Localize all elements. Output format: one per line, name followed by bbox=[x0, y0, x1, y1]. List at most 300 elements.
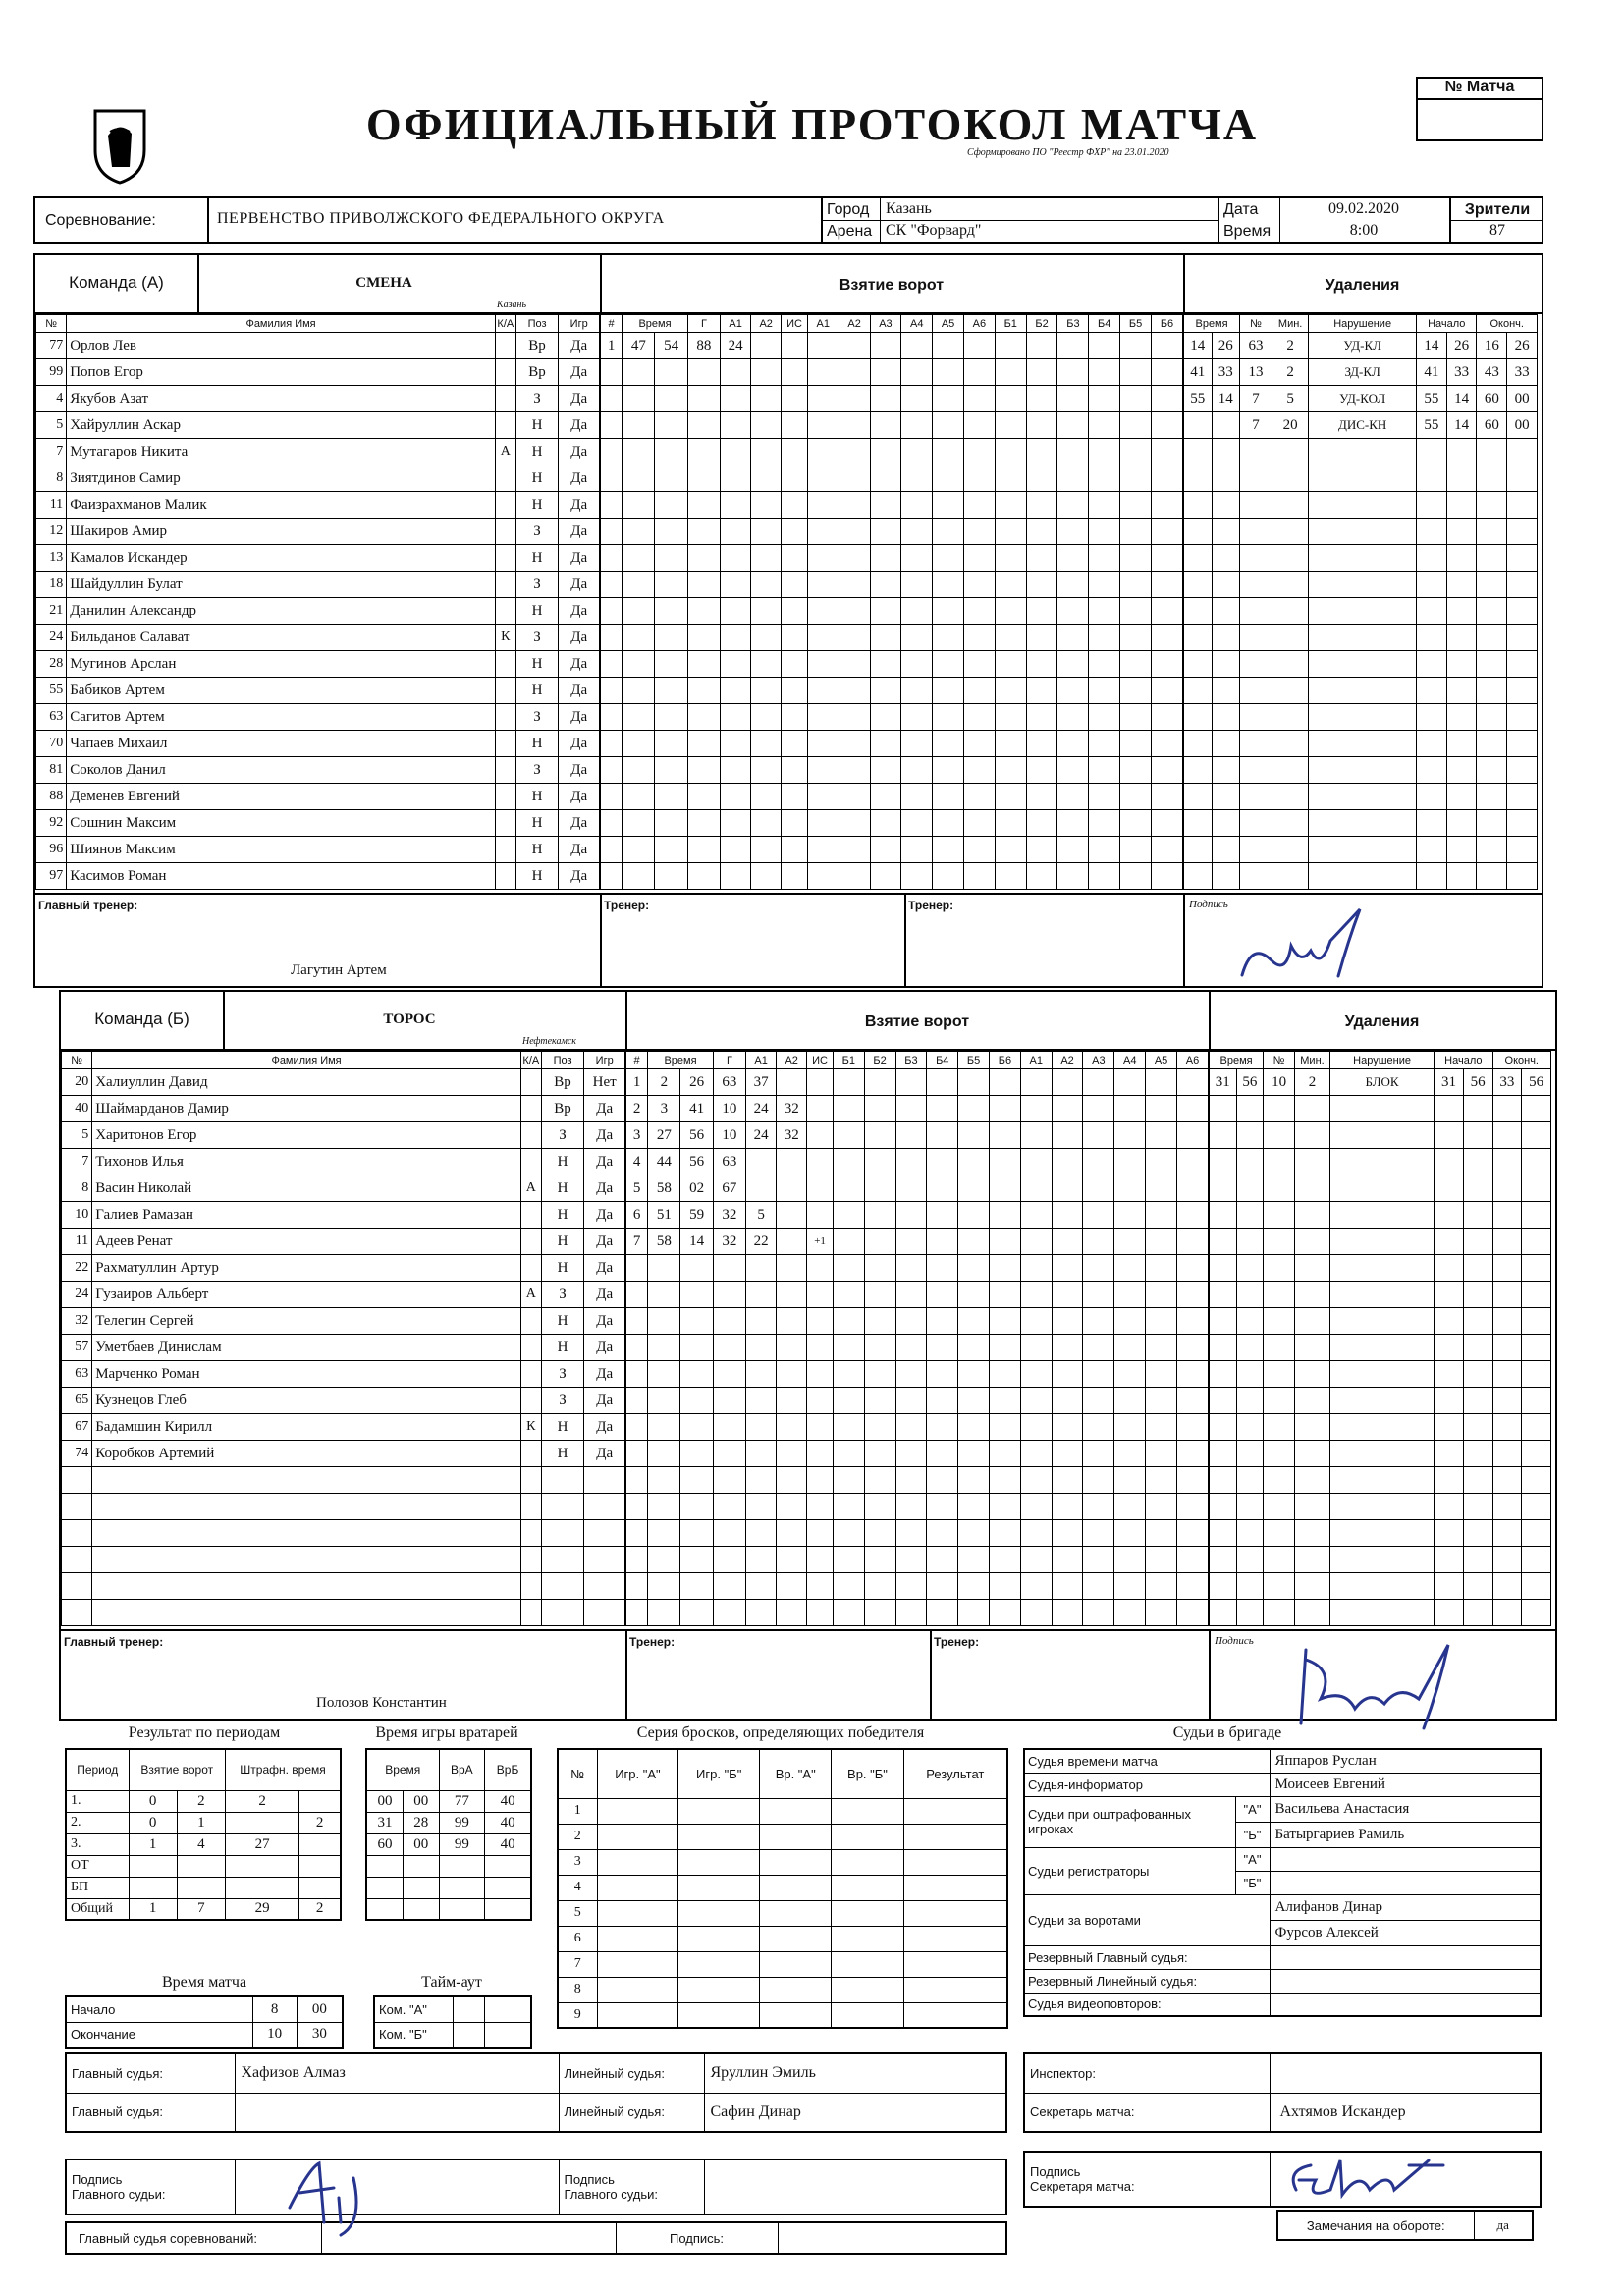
team-a-goal-is bbox=[782, 704, 808, 731]
team-b-goal-line-cell bbox=[1176, 1520, 1208, 1547]
team-a-goal-line-cell bbox=[995, 784, 1026, 810]
team-b-goal-row bbox=[626, 1388, 1209, 1414]
team-b-player-number: 57 bbox=[62, 1335, 92, 1361]
team-a-goal-line-cell bbox=[807, 863, 839, 890]
team-a-player-position: Н bbox=[515, 412, 559, 439]
team-a-penalty-ss bbox=[1446, 439, 1477, 465]
team-a-player-played: Да bbox=[559, 359, 600, 386]
team-b-goal-line-cell bbox=[864, 1600, 895, 1626]
goalie-b: 40 bbox=[485, 1833, 531, 1855]
team-a-player-played: Да bbox=[559, 412, 600, 439]
team-a-goals-h-g: Г bbox=[687, 315, 720, 333]
team-a-penalty-sm bbox=[1417, 704, 1447, 731]
team-b-goal-line-cell bbox=[1083, 1308, 1114, 1335]
team-b-penalty-v bbox=[1330, 1520, 1435, 1547]
team-b-roster-table bbox=[61, 1051, 625, 1626]
team-a-goal-s bbox=[655, 519, 687, 545]
team-b-penalty-min bbox=[1294, 1573, 1329, 1600]
team-b-penalty-ss bbox=[1463, 1414, 1492, 1441]
team-b-goal-is bbox=[807, 1547, 834, 1573]
team-a-player-number: 4 bbox=[36, 386, 67, 412]
team-a-goal-line-cell bbox=[933, 678, 964, 704]
team-a-goal-line-cell bbox=[1089, 386, 1120, 412]
team-b-goal-line-cell bbox=[958, 1069, 990, 1096]
team-b-player-row bbox=[62, 1573, 625, 1600]
team-a-penalty-em bbox=[1477, 625, 1507, 651]
team-a-penalty-m: 41 bbox=[1184, 359, 1213, 386]
team-a-goal-line-cell bbox=[995, 810, 1026, 837]
team-a-goal-line-cell bbox=[1089, 704, 1120, 731]
team-a-goal-line-cell bbox=[1151, 545, 1182, 572]
team-b-goal-line-cell bbox=[864, 1494, 895, 1520]
shootout-number: 7 bbox=[558, 1951, 597, 1977]
team-a-player-position: Н bbox=[515, 731, 559, 757]
match-start-label: Начало bbox=[66, 1996, 252, 2022]
team-b-goal-line-cell bbox=[927, 1547, 958, 1573]
team-a-goal-g bbox=[687, 863, 720, 890]
team-a-goal-is bbox=[782, 465, 808, 492]
team-a-goal-s bbox=[655, 386, 687, 412]
team-b-goal-row bbox=[626, 1414, 1209, 1441]
period-pen-b bbox=[299, 1877, 341, 1898]
team-b-goal-line-cell bbox=[1052, 1069, 1083, 1096]
team-a-penalty-es: 33 bbox=[1507, 359, 1538, 386]
team-a-penalty-es: 00 bbox=[1507, 386, 1538, 412]
team-a-goal-a1 bbox=[721, 545, 751, 572]
team-b-goal-m: 3 bbox=[648, 1096, 680, 1122]
team-b-player-row bbox=[62, 1229, 625, 1255]
team-b-goal-s bbox=[680, 1547, 713, 1573]
period-name: Общий bbox=[66, 1898, 129, 1920]
period-pen-b bbox=[299, 1790, 341, 1812]
team-a-goal-line-cell bbox=[1151, 651, 1182, 678]
team-b-goal-line-cell bbox=[1146, 1573, 1177, 1600]
team-b-penalty-s: 56 bbox=[1236, 1069, 1264, 1096]
team-a-penalty-min bbox=[1272, 810, 1308, 837]
team-b-penalty-row bbox=[1210, 1069, 1551, 1096]
team-a-goal-line-cell bbox=[1026, 465, 1057, 492]
team-a-penalty-no: 13 bbox=[1240, 359, 1272, 386]
team-b-goal-line-cell bbox=[1020, 1361, 1052, 1388]
team-a-goal-s bbox=[655, 492, 687, 519]
team-b-penalty-es bbox=[1522, 1282, 1551, 1308]
team-b-penalty-ss bbox=[1463, 1520, 1492, 1547]
team-b-player-position: Вр bbox=[541, 1069, 584, 1096]
team-a-goal-m bbox=[623, 863, 655, 890]
team-a-player-row bbox=[36, 784, 600, 810]
team-b-goals-h-line: Б5 bbox=[958, 1052, 990, 1069]
team-b-player-row bbox=[62, 1335, 625, 1361]
team-a-goal-line-cell bbox=[1026, 598, 1057, 625]
team-b-goal-line-cell bbox=[833, 1388, 864, 1414]
team-b-penalty-row bbox=[1210, 1520, 1551, 1547]
team-a-penalty-no bbox=[1240, 863, 1272, 890]
team-b-penalty-s bbox=[1236, 1122, 1264, 1149]
team-a-penalty-sm: 55 bbox=[1417, 386, 1447, 412]
team-a-goal-line-cell bbox=[933, 572, 964, 598]
team-a-goal-m bbox=[623, 837, 655, 863]
team-b-goal-line-cell bbox=[1083, 1547, 1114, 1573]
team-a-goal-line-cell bbox=[901, 678, 933, 704]
team-a-goal-line-cell bbox=[839, 651, 870, 678]
team-b-goal-a1 bbox=[746, 1414, 777, 1441]
period-goals-a: 1 bbox=[129, 1833, 177, 1855]
team-b-player-ka bbox=[520, 1520, 541, 1547]
team-a-penalty-no bbox=[1240, 810, 1272, 837]
team-a-penalty-m bbox=[1184, 757, 1213, 784]
team-b-goal-line-cell bbox=[1114, 1308, 1146, 1335]
goalie-minutes: 60 bbox=[366, 1833, 404, 1855]
team-b-player-ka bbox=[520, 1573, 541, 1600]
penalty-b-tag: "Б" bbox=[1235, 1822, 1270, 1847]
team-a-goal-line-cell bbox=[901, 598, 933, 625]
team-b-goal-line-cell bbox=[990, 1547, 1021, 1573]
team-a-player-ka bbox=[495, 359, 515, 386]
competition-label: Соревнование: bbox=[45, 212, 156, 229]
team-b-goal-line-cell bbox=[833, 1600, 864, 1626]
team-a-penalty-s bbox=[1212, 863, 1240, 890]
team-b-goal-line-cell bbox=[1083, 1494, 1114, 1520]
team-a-goal-m: 47 bbox=[623, 333, 655, 359]
team-a-player-played: Да bbox=[559, 492, 600, 519]
shootout-cell bbox=[903, 1824, 1007, 1849]
team-a-goal-line-cell bbox=[1026, 359, 1057, 386]
team-a-goal-line-cell bbox=[1057, 863, 1089, 890]
team-a-goal-line-cell bbox=[901, 625, 933, 651]
team-a-goal-line-cell bbox=[1057, 678, 1089, 704]
team-a-penalty-v bbox=[1309, 598, 1417, 625]
coach-a-signature bbox=[1232, 902, 1380, 990]
team-b-penalty-sm bbox=[1435, 1414, 1464, 1441]
shootout-row bbox=[558, 1951, 1007, 1977]
team-a-goal-line-cell bbox=[1057, 837, 1089, 863]
team-a-goal-line-cell bbox=[1026, 704, 1057, 731]
team-b-goal-line-cell bbox=[833, 1175, 864, 1202]
team-b-goals-h-line: А1 bbox=[1020, 1052, 1052, 1069]
team-a-goal-g bbox=[687, 412, 720, 439]
team-b-goal-line-cell bbox=[1052, 1414, 1083, 1441]
team-a-penalty-em bbox=[1477, 731, 1507, 757]
team-a-player-position: З bbox=[515, 757, 559, 784]
team-b-roster-h-ka: К/А bbox=[520, 1052, 541, 1069]
team-a-penalty-no bbox=[1240, 519, 1272, 545]
goalie-row bbox=[366, 1877, 531, 1898]
team-b-player-played: Да bbox=[584, 1308, 625, 1335]
team-a-goal-line-cell bbox=[1057, 784, 1089, 810]
team-a-goal-s bbox=[655, 545, 687, 572]
team-a-player-name: Касимов Роман bbox=[67, 863, 496, 890]
team-a-goal-a1 bbox=[721, 784, 751, 810]
team-b-goal-n bbox=[626, 1573, 648, 1600]
team-a-goal-line-cell bbox=[1120, 731, 1152, 757]
team-a-goal-line-cell bbox=[870, 810, 901, 837]
team-a-goal-is bbox=[782, 439, 808, 465]
team-a-player-position: З bbox=[515, 519, 559, 545]
team-b-goal-g bbox=[713, 1255, 745, 1282]
team-b-goal-a2 bbox=[777, 1361, 807, 1388]
team-a-player-row bbox=[36, 359, 600, 386]
team-b-goal-a2 bbox=[777, 1335, 807, 1361]
team-b-goal-line-cell bbox=[1020, 1547, 1052, 1573]
team-a-goal-line-cell bbox=[807, 731, 839, 757]
team-a-player-number: 88 bbox=[36, 784, 67, 810]
team-b-penalty-v bbox=[1330, 1175, 1435, 1202]
team-b-goal-line-cell bbox=[864, 1520, 895, 1547]
team-b-penalty-row bbox=[1210, 1229, 1551, 1255]
team-a-player-ka: А bbox=[495, 439, 515, 465]
team-a-goal-is bbox=[782, 598, 808, 625]
team-b-goal-line-cell bbox=[1020, 1441, 1052, 1467]
team-a-goal-g bbox=[687, 837, 720, 863]
team-b-player-number: 5 bbox=[62, 1122, 92, 1149]
team-b-goal-line-cell bbox=[927, 1361, 958, 1388]
team-a-goal-line-cell bbox=[1089, 439, 1120, 465]
team-b-player-ka bbox=[520, 1388, 541, 1414]
secretary-name: Ахтямов Искандер bbox=[1270, 2093, 1541, 2132]
team-a-player-position: Н bbox=[515, 492, 559, 519]
team-a-penalty-es bbox=[1507, 545, 1538, 572]
team-a-player-position: Н bbox=[515, 465, 559, 492]
team-a-goal-line-cell bbox=[1089, 492, 1120, 519]
team-a-penalty-row bbox=[1184, 572, 1538, 598]
team-b-penalty-em bbox=[1492, 1600, 1522, 1626]
team-b-goal-line-cell bbox=[1052, 1494, 1083, 1520]
goalie-row bbox=[366, 1812, 531, 1833]
team-a-player-position: Н bbox=[515, 784, 559, 810]
team-b-player-position: Н bbox=[541, 1175, 584, 1202]
team-b-player-ka bbox=[520, 1069, 541, 1096]
team-b-player-position: Н bbox=[541, 1229, 584, 1255]
team-b-goal-line-cell bbox=[833, 1361, 864, 1388]
period-goals-a bbox=[129, 1855, 177, 1877]
team-b-goal-g: 10 bbox=[713, 1122, 745, 1149]
shootout-cell bbox=[760, 1875, 832, 1900]
team-a-goal-line-cell bbox=[1089, 412, 1120, 439]
goalie-row bbox=[366, 1833, 531, 1855]
main-referee-1: Хафизов Алмаз bbox=[235, 2053, 559, 2093]
team-a-penalty-row bbox=[1184, 598, 1538, 625]
team-a-penalty-em bbox=[1477, 545, 1507, 572]
team-b-goal-row bbox=[626, 1175, 1209, 1202]
team-a-goal-a2 bbox=[751, 519, 782, 545]
team-b-goal-line-cell bbox=[1052, 1388, 1083, 1414]
team-b-goal-is bbox=[807, 1388, 834, 1414]
team-b-player-number: 74 bbox=[62, 1441, 92, 1467]
team-a-goal-m bbox=[623, 545, 655, 572]
team-b-penalty-ss bbox=[1463, 1202, 1492, 1229]
main-referee-signature-label-2 bbox=[559, 2159, 704, 2214]
team-b-goal-g bbox=[713, 1361, 745, 1388]
shootout-cell bbox=[832, 1849, 903, 1875]
team-b-signature-label: Подпись bbox=[1215, 1635, 1254, 1647]
team-a-penalty-min bbox=[1272, 519, 1308, 545]
shootout-cell bbox=[678, 1875, 760, 1900]
team-a-player-ka bbox=[495, 545, 515, 572]
team-b-goal-row bbox=[626, 1600, 1209, 1626]
team-a-player-position: Н bbox=[515, 678, 559, 704]
team-b-penalty-ss bbox=[1463, 1149, 1492, 1175]
team-a-goal-line-cell bbox=[933, 863, 964, 890]
team-a-player-row bbox=[36, 837, 600, 863]
team-b-goal-line-cell bbox=[895, 1600, 927, 1626]
team-a-goal-s bbox=[655, 704, 687, 731]
team-a-penalty-ss bbox=[1446, 651, 1477, 678]
team-b-goals-h-a1: А1 bbox=[746, 1052, 777, 1069]
team-a-player-row bbox=[36, 519, 600, 545]
team-a-penalty-ss bbox=[1446, 492, 1477, 519]
team-b-head-coach-label: Главный тренер: bbox=[64, 1635, 164, 1649]
team-b-goal-line-cell bbox=[1083, 1202, 1114, 1229]
team-a-goal-line-cell bbox=[1026, 784, 1057, 810]
team-a-goal-line-cell bbox=[839, 625, 870, 651]
team-b-player-row bbox=[62, 1388, 625, 1414]
team-b-penalties-table bbox=[1209, 1051, 1551, 1626]
team-b-player-position: Н bbox=[541, 1308, 584, 1335]
team-b-player-ka bbox=[520, 1361, 541, 1388]
team-b-penalty-no bbox=[1264, 1467, 1295, 1494]
team-a-goal-line-cell bbox=[933, 625, 964, 651]
informer-name: Моисеев Евгений bbox=[1270, 1773, 1541, 1796]
competition-info bbox=[33, 196, 1543, 244]
team-b-player-position bbox=[541, 1520, 584, 1547]
team-b-goal-g bbox=[713, 1441, 745, 1467]
team-a-player-position: Н bbox=[515, 837, 559, 863]
team-b-penalty-es bbox=[1522, 1122, 1551, 1149]
team-a-player-name: Мутагаров Никита bbox=[67, 439, 496, 465]
team-a-goal-line-cell bbox=[964, 439, 996, 465]
team-b-player-name: Кузнецов Глеб bbox=[92, 1388, 521, 1414]
team-b-penalty-min bbox=[1294, 1175, 1329, 1202]
team-b-penalty-es bbox=[1522, 1361, 1551, 1388]
team-b-penalty-m bbox=[1210, 1335, 1237, 1361]
team-b-player-ka bbox=[520, 1122, 541, 1149]
team-a-goal-line-cell bbox=[1089, 572, 1120, 598]
team-b-goal-a1: 22 bbox=[746, 1229, 777, 1255]
period-pen-b bbox=[299, 1855, 341, 1877]
team-a-goal-line-cell bbox=[995, 704, 1026, 731]
team-a-penalty-em: 43 bbox=[1477, 359, 1507, 386]
competition-judge-table bbox=[65, 2221, 1007, 2255]
team-b-penalty-min bbox=[1294, 1494, 1329, 1520]
team-b-goal-line-cell bbox=[1114, 1388, 1146, 1414]
team-b-player-row bbox=[62, 1414, 625, 1441]
team-b-player-name bbox=[92, 1494, 521, 1520]
team-b-goal-s: 26 bbox=[680, 1069, 713, 1096]
team-b-penalty-row bbox=[1210, 1414, 1551, 1441]
team-b-player-number: 8 bbox=[62, 1175, 92, 1202]
team-b-pen-h-start: Начало bbox=[1435, 1052, 1492, 1069]
team-a-goal-n bbox=[601, 545, 623, 572]
team-a-penalty-v: УД-КОЛ bbox=[1309, 386, 1417, 412]
team-b-player-number: 40 bbox=[62, 1096, 92, 1122]
team-a-penalty-min bbox=[1272, 784, 1308, 810]
period-pen-a: 2 bbox=[226, 1790, 299, 1812]
team-b-goal-a1 bbox=[746, 1308, 777, 1335]
shootout-title: Серия бросков, определяющих победителя bbox=[636, 1724, 925, 1741]
remarks-table bbox=[1276, 2210, 1534, 2241]
penalty-box-label: Судьи при оштрафованных игроках bbox=[1024, 1796, 1235, 1847]
team-a-player-ka bbox=[495, 731, 515, 757]
team-b-goal-line-cell bbox=[927, 1467, 958, 1494]
team-a-roster-h-name: Фамилия Имя bbox=[67, 315, 496, 333]
team-a-penalty-es bbox=[1507, 492, 1538, 519]
team-b-goal-line-cell bbox=[1146, 1229, 1177, 1255]
team-a-goal-n bbox=[601, 757, 623, 784]
team-a-coach-label-1: Тренер: bbox=[604, 899, 650, 912]
team-a-goals-h-line: А2 bbox=[839, 315, 870, 333]
team-b-goal-a1 bbox=[746, 1441, 777, 1467]
team-b-player-name: Адеев Ренат bbox=[92, 1229, 521, 1255]
team-a-penalty-ss bbox=[1446, 837, 1477, 863]
team-a-penalty-em bbox=[1477, 757, 1507, 784]
team-a-penalty-no bbox=[1240, 572, 1272, 598]
goalie-row bbox=[366, 1790, 531, 1812]
team-a-goal-n bbox=[601, 492, 623, 519]
team-a-penalty-s bbox=[1212, 519, 1240, 545]
team-a-goal-is bbox=[782, 386, 808, 412]
registrar-a-tag: "А" bbox=[1235, 1847, 1270, 1871]
team-a-goal-line-cell bbox=[901, 412, 933, 439]
team-b-goal-s bbox=[680, 1467, 713, 1494]
team-b-goal-line-cell bbox=[895, 1069, 927, 1096]
team-a-goal-row bbox=[601, 412, 1183, 439]
team-a-goal-a1 bbox=[721, 837, 751, 863]
match-number-box bbox=[1416, 77, 1543, 141]
team-a-goal-line-cell bbox=[839, 598, 870, 625]
team-a-player-number: 70 bbox=[36, 731, 67, 757]
team-b-player-name: Уметбаев Динислам bbox=[92, 1335, 521, 1361]
team-a-penalty-ss bbox=[1446, 678, 1477, 704]
team-a-goal-line-cell bbox=[839, 863, 870, 890]
periods-h-period: Период bbox=[66, 1749, 129, 1790]
team-a-player-number: 24 bbox=[36, 625, 67, 651]
team-b-player-row bbox=[62, 1122, 625, 1149]
team-a-penalty-v bbox=[1309, 519, 1417, 545]
team-b-goal-line-cell bbox=[1114, 1096, 1146, 1122]
team-b-player-ka bbox=[520, 1494, 541, 1520]
team-a-player-ka bbox=[495, 492, 515, 519]
team-a-goal-line-cell bbox=[1151, 810, 1182, 837]
team-b-player-ka bbox=[520, 1229, 541, 1255]
team-b-goal-line-cell bbox=[833, 1441, 864, 1467]
team-a-pen-h-time: Время bbox=[1184, 315, 1240, 333]
team-a-goal-line-cell bbox=[933, 810, 964, 837]
team-a-penalty-min bbox=[1272, 837, 1308, 863]
team-a-goal-line-cell bbox=[901, 519, 933, 545]
team-a-player-played: Да bbox=[559, 651, 600, 678]
team-a-goal-a2 bbox=[751, 704, 782, 731]
team-b-goal-a2 bbox=[777, 1388, 807, 1414]
team-b-goal-line-cell bbox=[927, 1600, 958, 1626]
team-a-goal-a2 bbox=[751, 810, 782, 837]
team-a-player-ka bbox=[495, 519, 515, 545]
team-a-player-position: Н bbox=[515, 651, 559, 678]
team-b-penalty-m bbox=[1210, 1096, 1237, 1122]
team-b-player-number: 11 bbox=[62, 1229, 92, 1255]
line-referee-label-1: Линейный судья: bbox=[559, 2053, 704, 2093]
team-b-penalty-row bbox=[1210, 1255, 1551, 1282]
team-a-goal-row bbox=[601, 572, 1183, 598]
team-b-goal-line-cell bbox=[1020, 1122, 1052, 1149]
team-a-goal-line-cell bbox=[1151, 572, 1182, 598]
team-a-goal-line-cell bbox=[1120, 359, 1152, 386]
team-b-goal-m: 58 bbox=[648, 1175, 680, 1202]
team-a-goal-line-cell bbox=[1057, 519, 1089, 545]
shootout-cell bbox=[760, 1900, 832, 1926]
team-a-goal-line-cell bbox=[995, 572, 1026, 598]
team-b-penalty-es bbox=[1522, 1494, 1551, 1520]
team-b-penalty-em bbox=[1492, 1388, 1522, 1414]
